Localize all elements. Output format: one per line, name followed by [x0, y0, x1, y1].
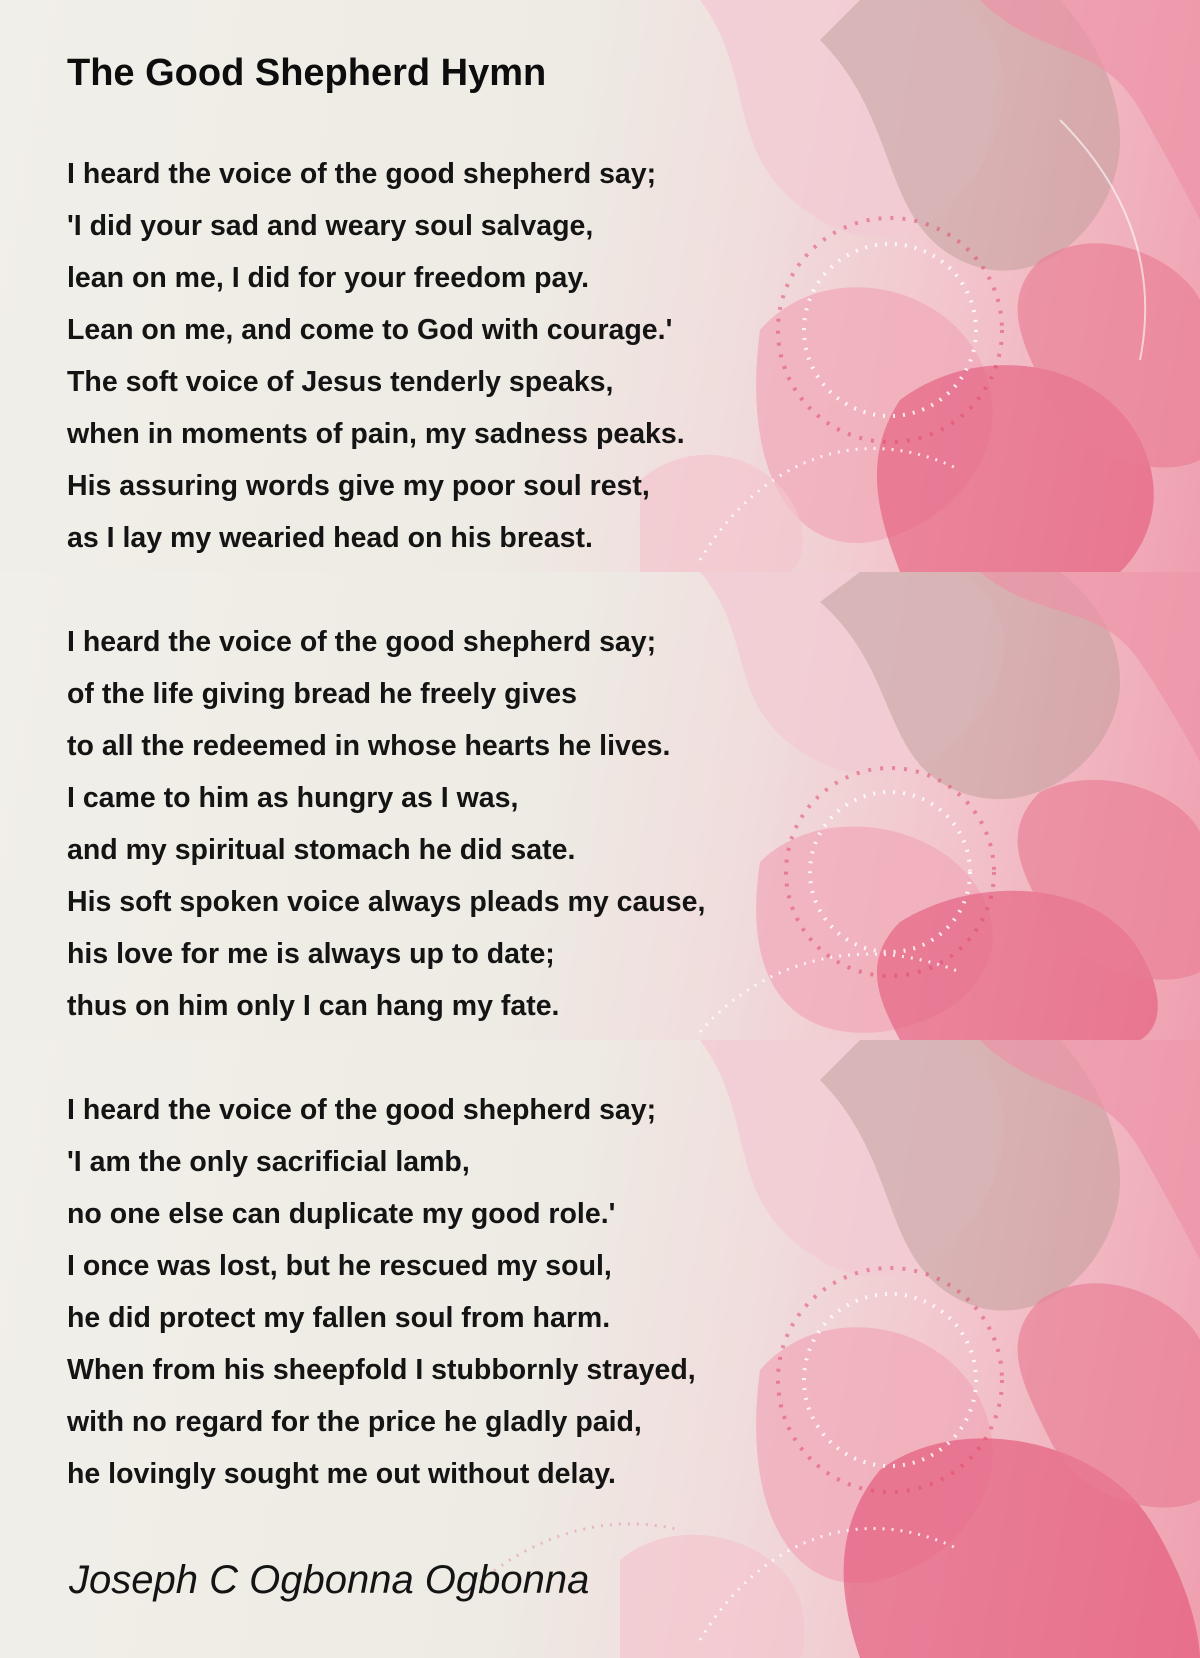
poem-line: I heard the voice of the good shepherd say; [67, 626, 657, 658]
poem-line: with no regard for the price he gladly paid, [67, 1406, 642, 1438]
poem-line: I heard the voice of the good shepherd say; [67, 158, 657, 190]
poem-line: When from his sheepfold I stubbornly strayed, [67, 1354, 696, 1386]
poem-line: I came to him as hungry as I was, [67, 782, 519, 814]
poem-author: Joseph C Ogbonna Ogbonna [69, 1558, 590, 1602]
poem-line: 'I did your sad and weary soul salvage, [67, 210, 594, 242]
poem-line: when in moments of pain, my sadness peaks. [67, 418, 685, 450]
poem-line: lean on me, I did for your freedom pay. [67, 262, 590, 294]
poem-line: as I lay my wearied head on his breast. [67, 522, 593, 554]
poem-line: I once was lost, but he rescued my soul, [67, 1250, 612, 1282]
poem-line: he did protect my fallen soul from harm. [67, 1302, 611, 1334]
poem-line: and my spiritual stomach he did sate. [67, 834, 576, 866]
poem-line: 'I am the only sacrificial lamb, [67, 1146, 470, 1178]
poem-line: no one else can duplicate my good role.' [67, 1198, 616, 1230]
poem-line: His soft spoken voice always pleads my cause, [67, 886, 706, 918]
poem-line: his love for me is always up to date; [67, 938, 555, 970]
stanza [67, 1084, 696, 1500]
poem-line: of the life giving bread he freely gives [67, 678, 577, 710]
poem-line: The soft voice of Jesus tenderly speaks, [67, 366, 614, 398]
poem-line: Lean on me, and come to God with courage.' [67, 314, 673, 346]
poem-line: to all the redeemed in whose hearts he lives. [67, 730, 671, 762]
poem-line: he lovingly sought me out without delay. [67, 1458, 616, 1490]
poem-line: I heard the voice of the good shepherd say; [67, 1094, 657, 1126]
stanza [67, 148, 685, 564]
poem-line: thus on him only I can hang my fate. [67, 990, 560, 1022]
poem-line: His assuring words give my poor soul rest, [67, 470, 650, 502]
stanza [67, 616, 705, 1032]
poem-title: The Good Shepherd Hymn [67, 52, 547, 94]
